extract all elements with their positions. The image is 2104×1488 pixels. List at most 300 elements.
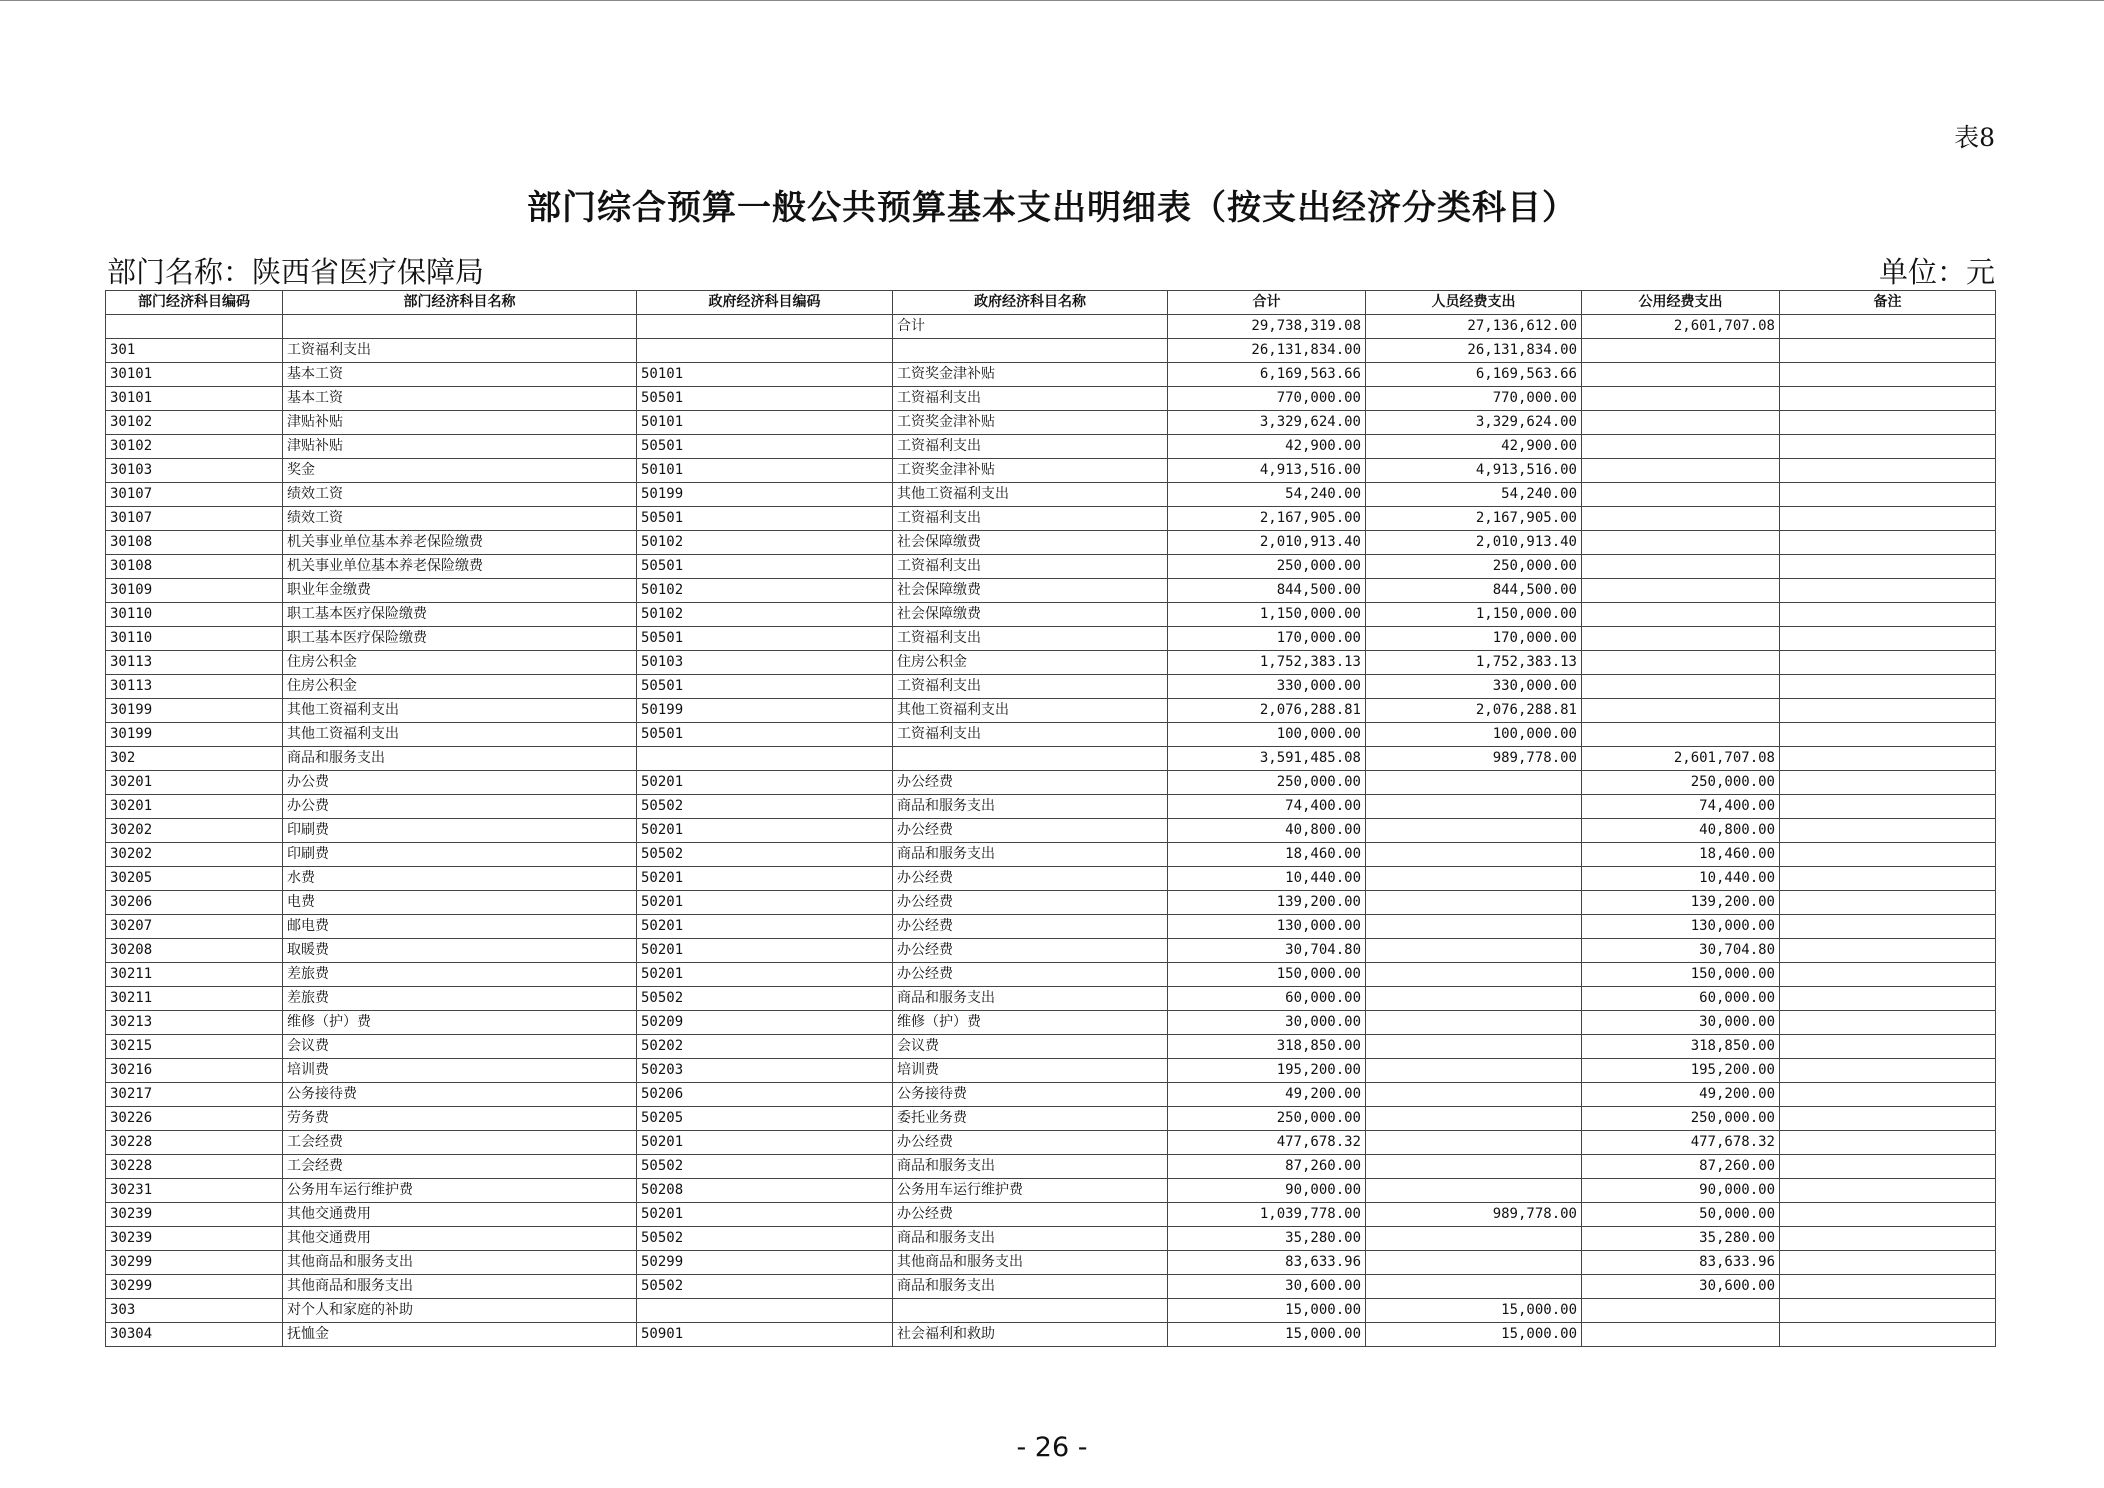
table-cell: 30103 (106, 459, 283, 483)
table-cell: 87,260.00 (1168, 1155, 1366, 1179)
table-cell (1582, 387, 1780, 411)
table-cell: 取暖费 (283, 939, 637, 963)
table-cell (1780, 651, 1996, 675)
table-cell: 津贴补贴 (283, 435, 637, 459)
table-cell (283, 315, 637, 339)
column-header: 部门经济科目编码 (106, 291, 283, 315)
table-cell (1582, 627, 1780, 651)
table-cell: 工资福利支出 (893, 507, 1168, 531)
table-cell: 318,850.00 (1582, 1035, 1780, 1059)
table-cell (1780, 483, 1996, 507)
table-cell (1780, 1179, 1996, 1203)
table-cell: 989,778.00 (1366, 747, 1582, 771)
table-cell: 基本工资 (283, 363, 637, 387)
table-cell: 18,460.00 (1168, 843, 1366, 867)
table-cell: 30299 (106, 1275, 283, 1299)
table-cell: 170,000.00 (1168, 627, 1366, 651)
table-cell: 15,000.00 (1168, 1323, 1366, 1347)
table-cell (1582, 555, 1780, 579)
table-cell: 477,678.32 (1582, 1131, 1780, 1155)
table-cell: 90,000.00 (1582, 1179, 1780, 1203)
table-cell: 18,460.00 (1582, 843, 1780, 867)
table-cell: 30102 (106, 411, 283, 435)
table-cell (1366, 771, 1582, 795)
table-cell: 30110 (106, 603, 283, 627)
table-row (106, 1275, 1996, 1299)
table-cell (637, 339, 893, 363)
table-cell (1366, 915, 1582, 939)
table-row (106, 1299, 1996, 1323)
table-cell: 989,778.00 (1366, 1203, 1582, 1227)
table-row (106, 603, 1996, 627)
table-cell: 工资福利支出 (283, 339, 637, 363)
table-cell: 差旅费 (283, 963, 637, 987)
table-cell: 商品和服务支出 (893, 1275, 1168, 1299)
table-cell: 54,240.00 (1168, 483, 1366, 507)
table-cell: 330,000.00 (1168, 675, 1366, 699)
table-cell: 30216 (106, 1059, 283, 1083)
table-cell: 工资福利支出 (893, 675, 1168, 699)
table-cell: 商品和服务支出 (893, 987, 1168, 1011)
table-cell (1780, 819, 1996, 843)
table-cell: 30107 (106, 483, 283, 507)
table-row (106, 651, 1996, 675)
table-cell (1582, 339, 1780, 363)
table-cell: 工资奖金津补贴 (893, 411, 1168, 435)
table-cell (1780, 459, 1996, 483)
table-cell: 商品和服务支出 (893, 795, 1168, 819)
table-cell: 139,200.00 (1582, 891, 1780, 915)
table-cell (1366, 1131, 1582, 1155)
table-row (106, 435, 1996, 459)
table-cell: 50201 (637, 1131, 893, 1155)
table-cell: 30108 (106, 531, 283, 555)
table-cell (1780, 1059, 1996, 1083)
table-cell: 50201 (637, 891, 893, 915)
table-cell: 477,678.32 (1168, 1131, 1366, 1155)
table-cell: 邮电费 (283, 915, 637, 939)
table-row (106, 723, 1996, 747)
table-cell: 54,240.00 (1366, 483, 1582, 507)
table-cell: 2,076,288.81 (1168, 699, 1366, 723)
table-cell (1582, 507, 1780, 531)
table-cell (1582, 675, 1780, 699)
table-cell: 商品和服务支出 (893, 1227, 1168, 1251)
table-cell (1780, 963, 1996, 987)
table-cell: 30211 (106, 963, 283, 987)
table-cell: 83,633.96 (1168, 1251, 1366, 1275)
table-cell (1780, 1323, 1996, 1347)
table-cell (1780, 1251, 1996, 1275)
table-cell: 30199 (106, 699, 283, 723)
table-cell: 办公经费 (893, 891, 1168, 915)
table-cell: 30215 (106, 1035, 283, 1059)
table-cell: 办公费 (283, 771, 637, 795)
table-cell: 150,000.00 (1582, 963, 1780, 987)
table-cell: 维修（护）费 (893, 1011, 1168, 1035)
table-cell: 195,200.00 (1582, 1059, 1780, 1083)
table-cell (1780, 795, 1996, 819)
table-cell (1780, 1107, 1996, 1131)
table-cell: 30211 (106, 987, 283, 1011)
table-cell: 2,601,707.08 (1582, 747, 1780, 771)
table-cell: 会议费 (283, 1035, 637, 1059)
table-cell: 工资奖金津补贴 (893, 459, 1168, 483)
table-cell (893, 747, 1168, 771)
table-cell: 250,000.00 (1366, 555, 1582, 579)
table-cell (1780, 627, 1996, 651)
column-header: 人员经费支出 (1366, 291, 1582, 315)
table-cell: 30208 (106, 939, 283, 963)
column-header: 公用经费支出 (1582, 291, 1780, 315)
table-cell: 工会经费 (283, 1155, 637, 1179)
table-cell: 对个人和家庭的补助 (283, 1299, 637, 1323)
table-cell: 4,913,516.00 (1366, 459, 1582, 483)
table-cell: 公务接待费 (893, 1083, 1168, 1107)
table-cell: 办公经费 (893, 1131, 1168, 1155)
table-cell: 15,000.00 (1168, 1299, 1366, 1323)
table-row (106, 411, 1996, 435)
table-header-row (106, 291, 1996, 315)
table-row (106, 1179, 1996, 1203)
table-cell: 其他交通费用 (283, 1203, 637, 1227)
table-cell (637, 747, 893, 771)
table-cell: 电费 (283, 891, 637, 915)
table-cell: 社会保障缴费 (893, 579, 1168, 603)
table-row (106, 1251, 1996, 1275)
table-cell: 2,167,905.00 (1366, 507, 1582, 531)
table-cell: 2,167,905.00 (1168, 507, 1366, 531)
table-cell: 60,000.00 (1582, 987, 1780, 1011)
table-cell (893, 1299, 1168, 1323)
table-cell (1780, 531, 1996, 555)
table-row (106, 1155, 1996, 1179)
table-cell: 其他工资福利支出 (893, 699, 1168, 723)
table-row (106, 555, 1996, 579)
table-cell: 50101 (637, 411, 893, 435)
table-row (106, 1131, 1996, 1155)
table-cell: 50101 (637, 459, 893, 483)
table-cell: 770,000.00 (1366, 387, 1582, 411)
table-cell: 50,000.00 (1582, 1203, 1780, 1227)
table-cell (1780, 411, 1996, 435)
table-cell (1366, 1011, 1582, 1035)
table-row (106, 363, 1996, 387)
table-cell: 40,800.00 (1168, 819, 1366, 843)
table-row (106, 1083, 1996, 1107)
table-cell: 50502 (637, 1275, 893, 1299)
table-cell: 30231 (106, 1179, 283, 1203)
table-cell: 社会保障缴费 (893, 531, 1168, 555)
table-cell: 74,400.00 (1168, 795, 1366, 819)
table-cell: 42,900.00 (1366, 435, 1582, 459)
table-cell: 40,800.00 (1582, 819, 1780, 843)
table-cell: 50501 (637, 435, 893, 459)
table-cell: 30304 (106, 1323, 283, 1347)
table-cell: 35,280.00 (1168, 1227, 1366, 1251)
table-cell: 2,010,913.40 (1366, 531, 1582, 555)
table-cell: 办公经费 (893, 915, 1168, 939)
table-row (106, 1203, 1996, 1227)
table-cell: 办公经费 (893, 819, 1168, 843)
table-cell (1582, 699, 1780, 723)
page-title: 部门综合预算一般公共预算基本支出明细表（按支出经济分类科目） (527, 188, 1577, 228)
table-cell (1366, 795, 1582, 819)
table-cell: 其他商品和服务支出 (283, 1251, 637, 1275)
table-cell (1780, 555, 1996, 579)
table-cell: 50201 (637, 963, 893, 987)
table-cell (1780, 723, 1996, 747)
table-cell (1366, 987, 1582, 1011)
table-row (106, 699, 1996, 723)
table-cell: 100,000.00 (1168, 723, 1366, 747)
table-cell: 差旅费 (283, 987, 637, 1011)
table-cell: 50103 (637, 651, 893, 675)
table-cell: 302 (106, 747, 283, 771)
table-cell (1780, 1083, 1996, 1107)
table-cell: 其他工资福利支出 (283, 723, 637, 747)
table-cell (1366, 1179, 1582, 1203)
table-cell: 办公费 (283, 795, 637, 819)
table-cell (1582, 411, 1780, 435)
table-cell (1780, 1131, 1996, 1155)
table-cell: 50502 (637, 843, 893, 867)
table-cell: 住房公积金 (893, 651, 1168, 675)
table-cell: 30113 (106, 651, 283, 675)
table-cell: 250,000.00 (1582, 771, 1780, 795)
table-cell: 工资福利支出 (893, 627, 1168, 651)
table-cell (1780, 1227, 1996, 1251)
table-cell: 商品和服务支出 (893, 1155, 1168, 1179)
table-cell: 6,169,563.66 (1168, 363, 1366, 387)
table-cell: 49,200.00 (1582, 1083, 1780, 1107)
table-cell: 250,000.00 (1168, 1107, 1366, 1131)
table-cell: 50201 (637, 771, 893, 795)
table-cell: 工资福利支出 (893, 723, 1168, 747)
table-cell (893, 339, 1168, 363)
table-cell: 30201 (106, 771, 283, 795)
column-header: 备注 (1780, 291, 1996, 315)
table-row (106, 483, 1996, 507)
table-cell: 10,440.00 (1168, 867, 1366, 891)
table-cell: 50501 (637, 555, 893, 579)
table-row (106, 627, 1996, 651)
table-cell (1780, 867, 1996, 891)
table-cell (1366, 819, 1582, 843)
table-cell (1582, 651, 1780, 675)
table-cell: 工会经费 (283, 1131, 637, 1155)
table-cell: 26,131,834.00 (1366, 339, 1582, 363)
table-cell (1780, 603, 1996, 627)
table-cell: 195,200.00 (1168, 1059, 1366, 1083)
table-cell: 其他工资福利支出 (283, 699, 637, 723)
table-cell: 130,000.00 (1582, 915, 1780, 939)
table-cell: 会议费 (893, 1035, 1168, 1059)
table-cell: 公务用车运行维护费 (893, 1179, 1168, 1203)
table-cell (1780, 843, 1996, 867)
table-cell (1582, 723, 1780, 747)
table-cell: 30,000.00 (1582, 1011, 1780, 1035)
table-cell: 303 (106, 1299, 283, 1323)
table-cell: 30239 (106, 1227, 283, 1251)
table-cell: 绩效工资 (283, 507, 637, 531)
table-cell: 维修（护）费 (283, 1011, 637, 1035)
table-cell (1780, 579, 1996, 603)
table-cell (1366, 1251, 1582, 1275)
table-cell: 60,000.00 (1168, 987, 1366, 1011)
table-cell: 50501 (637, 627, 893, 651)
table-cell: 2,010,913.40 (1168, 531, 1366, 555)
table-cell (1366, 963, 1582, 987)
table-cell: 139,200.00 (1168, 891, 1366, 915)
table-row (106, 507, 1996, 531)
table-cell: 770,000.00 (1168, 387, 1366, 411)
table-row (106, 339, 1996, 363)
table-cell: 30,000.00 (1168, 1011, 1366, 1035)
table-cell: 绩效工资 (283, 483, 637, 507)
table-cell: 工资福利支出 (893, 555, 1168, 579)
table-cell: 商品和服务支出 (893, 843, 1168, 867)
table-cell (1780, 891, 1996, 915)
table-cell (1366, 1155, 1582, 1179)
table-cell: 30239 (106, 1203, 283, 1227)
table-cell: 30107 (106, 507, 283, 531)
table-cell: 50102 (637, 603, 893, 627)
table-cell (1780, 315, 1996, 339)
table-cell: 50502 (637, 795, 893, 819)
table-cell (1366, 1083, 1582, 1107)
table-row (106, 1011, 1996, 1035)
table-cell: 26,131,834.00 (1168, 339, 1366, 363)
table-cell: 培训费 (283, 1059, 637, 1083)
table-cell: 250,000.00 (1168, 555, 1366, 579)
table-cell (1780, 507, 1996, 531)
table-cell: 水费 (283, 867, 637, 891)
table-cell: 1,752,383.13 (1168, 651, 1366, 675)
table-cell: 30110 (106, 627, 283, 651)
table-cell: 4,913,516.00 (1168, 459, 1366, 483)
table-cell (1366, 1035, 1582, 1059)
table-cell: 1,150,000.00 (1366, 603, 1582, 627)
table-cell: 委托业务费 (893, 1107, 1168, 1131)
table-cell: 50201 (637, 939, 893, 963)
table-cell: 50299 (637, 1251, 893, 1275)
table-cell: 50201 (637, 867, 893, 891)
table-cell (1582, 603, 1780, 627)
table-body (106, 315, 1996, 1347)
table-cell: 印刷费 (283, 843, 637, 867)
table-cell: 50201 (637, 915, 893, 939)
table-cell: 1,039,778.00 (1168, 1203, 1366, 1227)
table-cell: 3,329,624.00 (1366, 411, 1582, 435)
table-cell (1582, 1323, 1780, 1347)
table-cell: 50201 (637, 819, 893, 843)
table-row (106, 1323, 1996, 1347)
table-cell (1366, 1227, 1582, 1251)
table-cell: 30202 (106, 843, 283, 867)
table-cell: 50501 (637, 507, 893, 531)
table-cell: 15,000.00 (1366, 1323, 1582, 1347)
table-cell (1366, 1059, 1582, 1083)
table-cell (1780, 987, 1996, 1011)
table-row (106, 987, 1996, 1011)
table-cell: 50501 (637, 675, 893, 699)
table-cell: 30206 (106, 891, 283, 915)
table-cell: 330,000.00 (1366, 675, 1582, 699)
table-cell: 2,076,288.81 (1366, 699, 1582, 723)
table-cell (1780, 1035, 1996, 1059)
table-row (106, 1227, 1996, 1251)
table-cell (1582, 579, 1780, 603)
table-cell (637, 315, 893, 339)
table-cell (1780, 939, 1996, 963)
table-cell: 50202 (637, 1035, 893, 1059)
table-cell: 50502 (637, 987, 893, 1011)
table-cell: 100,000.00 (1366, 723, 1582, 747)
table-cell: 社会保障缴费 (893, 603, 1168, 627)
table-cell (1582, 483, 1780, 507)
table-cell: 社会福利和救助 (893, 1323, 1168, 1347)
table-cell: 30102 (106, 435, 283, 459)
table-cell: 30,600.00 (1582, 1275, 1780, 1299)
table-cell (1780, 699, 1996, 723)
table-cell (637, 1299, 893, 1323)
table-cell (1582, 435, 1780, 459)
table-cell (1780, 1275, 1996, 1299)
currency-unit: 单位：元 (1878, 255, 1995, 289)
table-cell (1780, 363, 1996, 387)
table-cell (1780, 771, 1996, 795)
table-cell: 30101 (106, 363, 283, 387)
table-cell: 办公经费 (893, 867, 1168, 891)
table-cell (1780, 1155, 1996, 1179)
table-cell: 50901 (637, 1323, 893, 1347)
table-cell (1582, 1299, 1780, 1323)
table-row (106, 747, 1996, 771)
table-cell: 250,000.00 (1168, 771, 1366, 795)
table-cell: 250,000.00 (1582, 1107, 1780, 1131)
table-cell: 29,738,319.08 (1168, 315, 1366, 339)
table-cell: 50501 (637, 387, 893, 411)
table-cell: 住房公积金 (283, 651, 637, 675)
table-cell: 公务用车运行维护费 (283, 1179, 637, 1203)
table-cell (1780, 435, 1996, 459)
table-cell: 30,704.80 (1168, 939, 1366, 963)
table-cell: 150,000.00 (1168, 963, 1366, 987)
table-cell: 公务接待费 (283, 1083, 637, 1107)
table-row (106, 843, 1996, 867)
table-cell: 83,633.96 (1582, 1251, 1780, 1275)
table-cell: 工资奖金津补贴 (893, 363, 1168, 387)
table-cell: 844,500.00 (1168, 579, 1366, 603)
table-cell (1780, 1203, 1996, 1227)
column-header: 部门经济科目名称 (283, 291, 637, 315)
table-cell: 30,600.00 (1168, 1275, 1366, 1299)
table-cell: 30217 (106, 1083, 283, 1107)
table-cell: 培训费 (893, 1059, 1168, 1083)
table-cell: 170,000.00 (1366, 627, 1582, 651)
table-cell: 50209 (637, 1011, 893, 1035)
table-cell: 15,000.00 (1366, 1299, 1582, 1323)
table-cell: 50502 (637, 1155, 893, 1179)
table-cell: 50199 (637, 483, 893, 507)
table-cell: 50206 (637, 1083, 893, 1107)
table-cell: 130,000.00 (1168, 915, 1366, 939)
table-row (106, 387, 1996, 411)
table-cell: 基本工资 (283, 387, 637, 411)
table-number: 表8 (1954, 123, 1995, 152)
table-cell (1582, 459, 1780, 483)
